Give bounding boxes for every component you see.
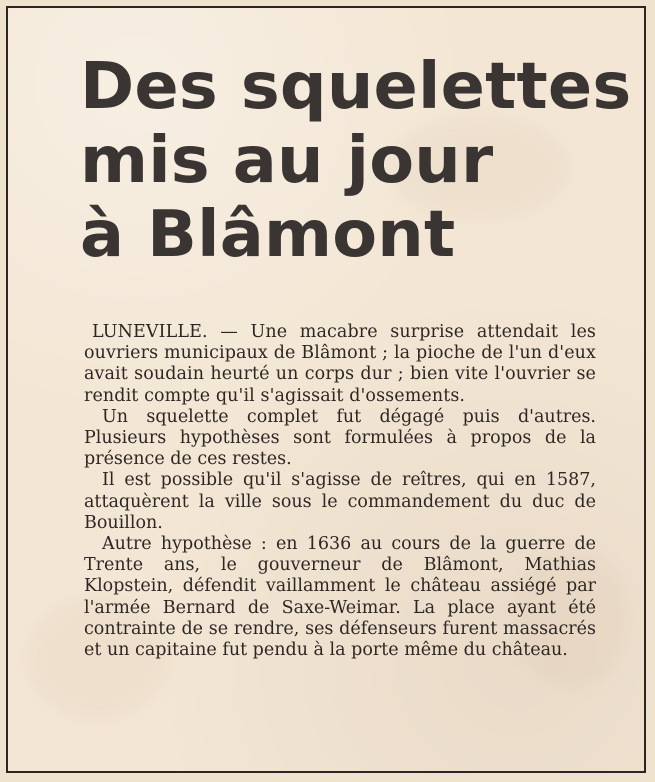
headline-line-1: Des squelettes — [80, 50, 632, 124]
paragraph-4: Autre hypothèse : en 1636 au cours de la guerre de Trente ans, le gouverneur de Blâmont, Mathias Klopstein, défendit vaillamment le château assiégé par l'armée Bernard de Saxe-Weimar. La place ayant été contrainte de se rendre, ses défenseurs furent massacrés et un capitaine fut pendu à la porte même du château. — [84, 534, 596, 661]
paragraph-2: Un squelette complet fut dégagé puis d'autres. Plusieurs hypothèses sont formulées à propos de la présence de ces restes. — [84, 406, 596, 470]
article-headline — [80, 50, 631, 273]
paragraph-1: LUNEVILLE. — Une macabre surprise attendait les ouvriers municipaux de Blâmont ; la pioche de l'un d'eux avait soudain heurté un corps dur ; bien vite l'ouvrier se rendit compte qu'il s'agissait d'ossements. — [84, 322, 596, 406]
newspaper-clipping — [6, 6, 646, 773]
paragraph-3: Il est possible qu'il s'agisse de reîtres, qui en 1587, attaquèrent la ville sous le commandement du duc de Bouillon. — [84, 470, 596, 533]
headline-line-3: à Blâmont — [80, 198, 456, 273]
article-body — [84, 322, 596, 661]
headline-line-2: mis au jour — [80, 124, 494, 199]
